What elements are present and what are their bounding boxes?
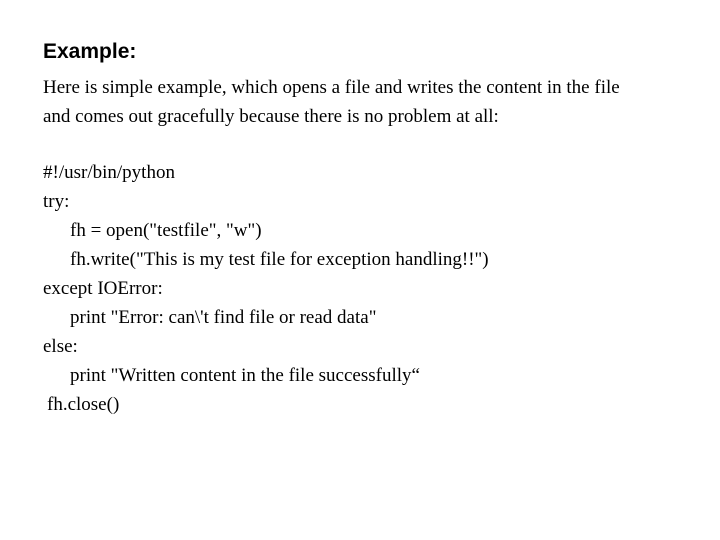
code-line-except: except IOError: xyxy=(43,278,163,299)
code-line-print-error: print "Error: can\'t find file or read data" xyxy=(70,307,377,328)
intro-line: and comes out gracefully because there is no problem at all: xyxy=(43,106,499,127)
code-line-else: else: xyxy=(43,336,78,357)
code-line-close: fh.close() xyxy=(47,394,120,415)
code-line-shebang: #!/usr/bin/python xyxy=(43,162,175,183)
code-line-write: fh.write("This is my test file for exception handling!!") xyxy=(70,249,489,270)
intro-paragraph xyxy=(43,73,683,131)
code-block xyxy=(43,158,683,419)
code-line-open: fh = open("testfile", "w") xyxy=(70,220,262,241)
slide-heading: Example: xyxy=(43,40,137,63)
code-line-try: try: xyxy=(43,191,70,212)
intro-line: Here is simple example, which opens a file and writes the content in the file xyxy=(43,77,620,98)
code-line-print-success: print "Written content in the file successfully“ xyxy=(70,365,420,386)
